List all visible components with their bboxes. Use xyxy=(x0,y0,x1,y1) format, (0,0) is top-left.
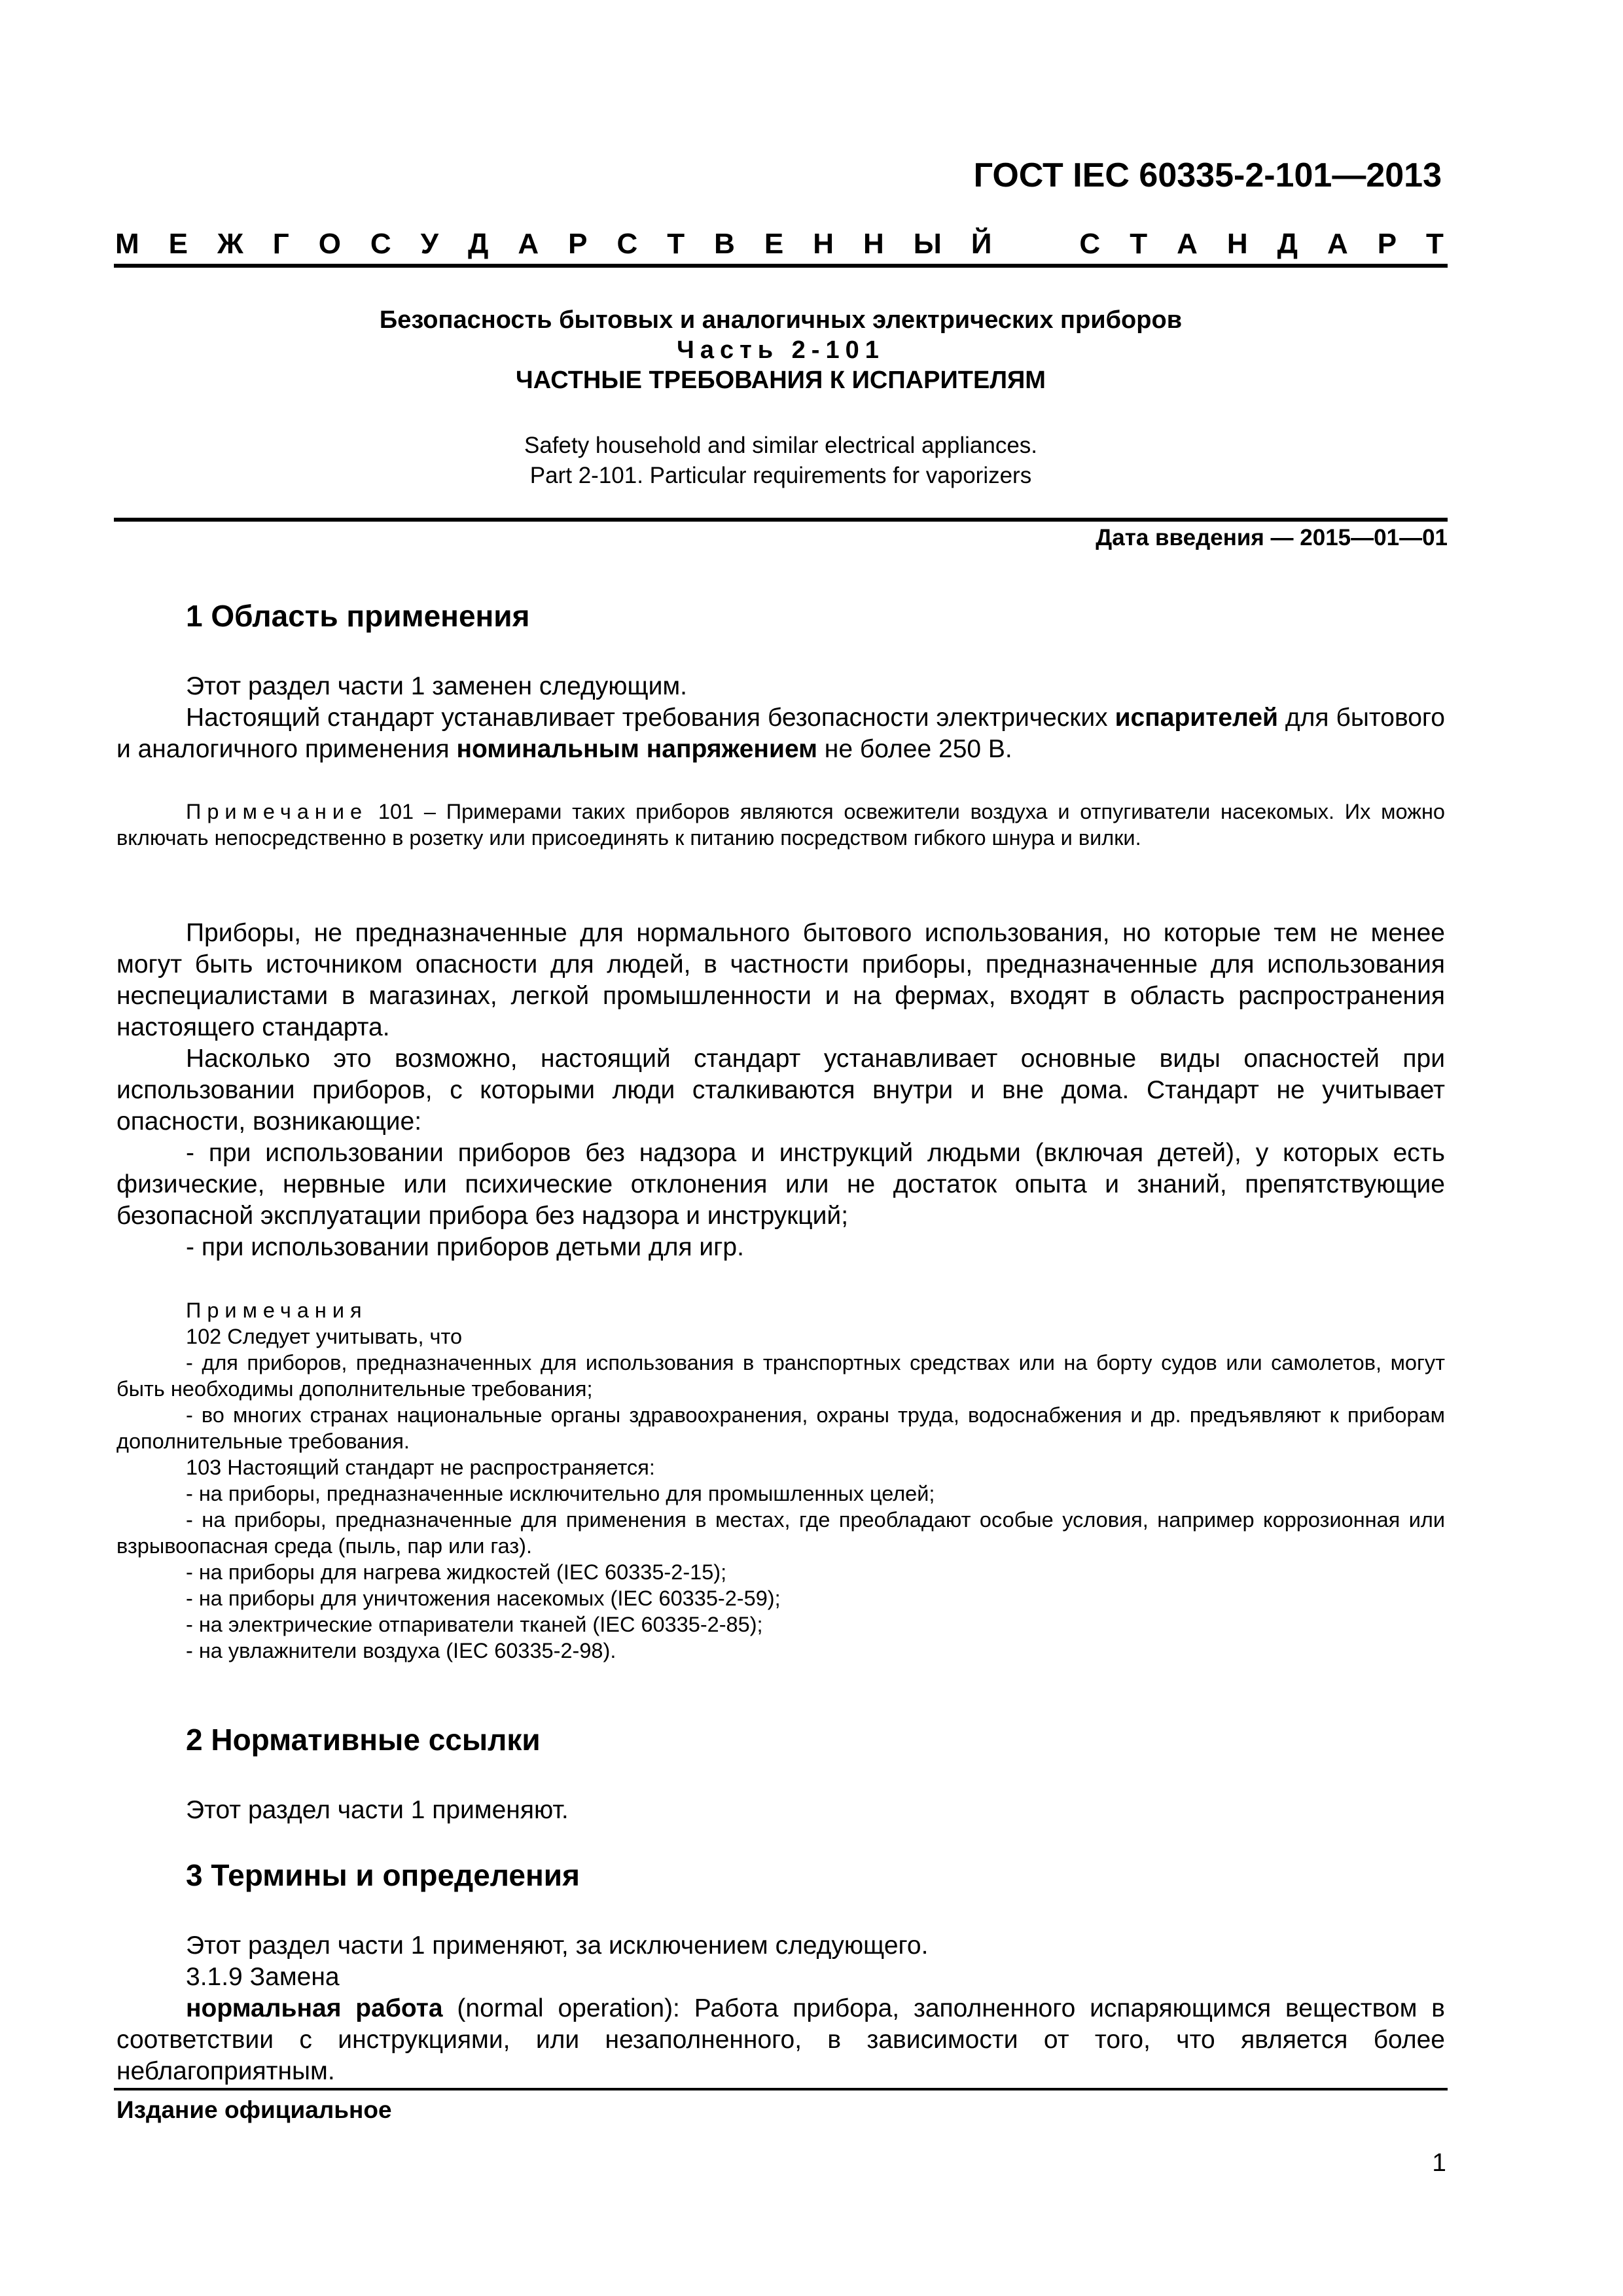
banner-letter: С xyxy=(1079,228,1101,260)
note-item: - на приборы для нагрева жидкостей (IEC 60335-2-15); xyxy=(186,1560,727,1584)
banner-letter: Р xyxy=(568,228,588,260)
banner-letter: А xyxy=(1327,228,1348,260)
definition-text: (normal operation): Работа прибора, заполненного испаряющимся веществом в соответствии с инструкциями, или незаполненного, в зависимости от того, что является более неблагоприятным. xyxy=(116,1994,1445,2085)
notes-list xyxy=(116,1323,1445,1664)
list-item: - при использовании приборов детьми для игр. xyxy=(186,1233,744,1261)
paragraph: Этот раздел части 1 применяют. xyxy=(186,1796,569,1824)
banner-letter: Н xyxy=(1226,228,1248,260)
section-1-body-2 xyxy=(116,918,1445,1263)
paragraph: Этот раздел части 1 применяют, за исключением следующего. xyxy=(186,1931,929,1960)
banner-letter: У xyxy=(420,228,439,260)
banner-letter: Е xyxy=(168,228,188,260)
banner-letter: М xyxy=(115,228,139,260)
header-rule xyxy=(114,264,1448,268)
term: нормальная работа xyxy=(186,1994,443,2022)
title-line-1: Безопасность бытовых и аналогичных электрических приборов xyxy=(379,306,1183,334)
banner-letter: С xyxy=(370,228,391,260)
notes-block xyxy=(116,1297,1445,1664)
section-1-body xyxy=(116,671,1445,765)
paragraph: Приборы, не предназначенные для нормального бытового использования, но которые тем не менее могут быть источником опасности для людей, в частности приборы, предназначенные для использования неспециалистами в магазинах, легкой промышленности и на фермах, входят в область распространения настоящего стандарта. xyxy=(116,919,1445,1041)
note-item: 103 Настоящий стандарт не распространяется: xyxy=(186,1456,655,1479)
banner-letter: Н xyxy=(863,228,884,260)
banner-letter: Т xyxy=(1426,228,1444,260)
paragraph: 3.1.9 Замена xyxy=(186,1963,340,1991)
banner-letter: Й xyxy=(971,228,992,260)
banner-letter: Ы xyxy=(913,228,942,260)
title-line-3: ЧАСТНЫЕ ТРЕБОВАНИЯ К ИСПАРИТЕЛЯМ xyxy=(516,367,1046,394)
note-101 xyxy=(116,798,1445,851)
title-ru xyxy=(114,305,1448,395)
introduction-date: Дата введения — 2015—01—01 xyxy=(1096,525,1448,550)
edition-label: Издание официальное xyxy=(116,2096,392,2123)
title-rule xyxy=(114,518,1448,522)
section-2-body xyxy=(116,1795,1445,1826)
section-2-heading: 2 Нормативные ссылки xyxy=(186,1723,541,1757)
page-number: 1 xyxy=(1432,2149,1446,2177)
banner-letter: Т xyxy=(667,228,685,260)
banner-gap xyxy=(1021,228,1050,260)
note-item: - на приборы для уничтожения насекомых (IEC 60335-2-59); xyxy=(186,1587,781,1610)
banner-letter: Д xyxy=(468,228,489,260)
note-item: - во многих странах национальные органы здравоохранения, охраны труда, водоснабжения и др. предъявляют к приборам дополнительные требования. xyxy=(116,1403,1445,1453)
paragraph: Этот раздел части 1 заменен следующим. xyxy=(186,672,688,700)
banner-letter: О xyxy=(318,228,341,260)
section-3-heading: 3 Термины и определения xyxy=(186,1858,580,1892)
title-part: Часть 2-101 xyxy=(677,336,885,364)
paragraph: Настоящий стандарт устанавливает требования безопасности электрических испарителей для бытового и аналогичного применения номинальным напряжением не более 250 В. xyxy=(116,704,1445,763)
list-item: - при использовании приборов без надзора и инструкций людьми (включая детей), у которых есть физические, нервные или психические отклонения или не достаток опыта и знаний, препятствующие безопасной эксплуатации прибора без надзора и инструкций; xyxy=(116,1139,1445,1230)
section-1-heading: 1 Область применения xyxy=(186,599,530,633)
banner-letter: Н xyxy=(813,228,834,260)
banner-letter: Р xyxy=(1377,228,1397,260)
banner-letter: Ж xyxy=(217,228,243,260)
banner-letter: Е xyxy=(764,228,784,260)
banner-letter: Д xyxy=(1277,228,1298,260)
note-item: - на увлажнители воздуха (IEC 60335-2-98). xyxy=(186,1639,616,1662)
banner-letter: В xyxy=(714,228,735,260)
section-3-body xyxy=(116,1930,1445,2087)
note-item: - на приборы, предназначенные для применения в местах, где преобладают особые условия, например коррозионная или взрывоопасная среда (пыль, пар или газ). xyxy=(116,1508,1445,1558)
title-en-line-2: Part 2-101. Particular requirements for vaporizers xyxy=(529,463,1032,488)
note-text: 101 – Примерами таких приборов являются освежители воздуха и отпугиватели насекомых. Их можно включать непосредственно в розетку или присоединять к питанию посредством гибкого шнура и вилки. xyxy=(116,800,1445,850)
banner-letter: А xyxy=(1177,228,1198,260)
document-code: ГОСТ IEC 60335-2-101—2013 xyxy=(973,156,1442,194)
note-item: - на приборы, предназначенные исключительно для промышленных целей; xyxy=(186,1482,935,1505)
note-item: - на электрические отпариватели тканей (IEC 60335-2-85); xyxy=(186,1613,763,1636)
banner-letter: С xyxy=(616,228,638,260)
paragraph: Насколько это возможно, настоящий стандарт устанавливает основные виды опасностей при использовании приборов, с которыми люди сталкиваются внутри и вне дома. Стандарт не учитывает опасности, возникающие: xyxy=(116,1045,1445,1136)
banner-letter: А xyxy=(518,228,539,260)
standard-type-banner xyxy=(115,228,1444,260)
note-item: - для приборов, предназначенных для использования в транспортных средствах или на борту судов или самолетов, могут быть необходимы дополнительные требования; xyxy=(116,1351,1445,1401)
title-en xyxy=(114,431,1448,491)
note-item: 102 Следует учитывать, что xyxy=(186,1325,463,1348)
banner-letter: Т xyxy=(1130,228,1148,260)
banner-letter: Г xyxy=(272,228,289,260)
title-en-line-1: Safety household and similar electrical appliances. xyxy=(524,433,1038,458)
notes-label: Примечания xyxy=(186,1299,368,1322)
footer-rule xyxy=(114,2088,1448,2090)
definition xyxy=(116,1993,1445,2087)
note-label: Примечание xyxy=(186,800,368,823)
